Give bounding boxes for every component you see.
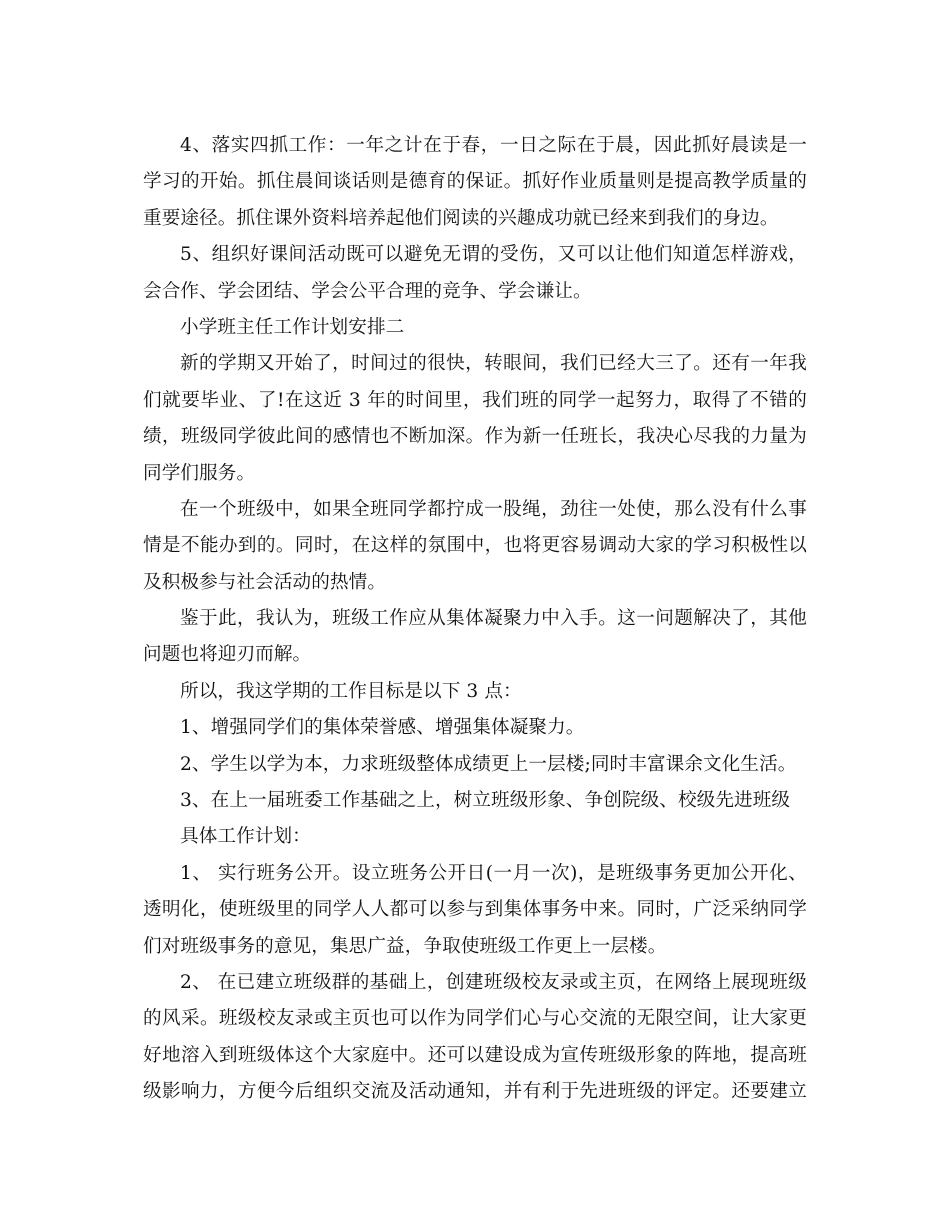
paragraph-line: 同学们服务。 (143, 462, 256, 484)
list-item: 3、在上一届班委工作基础之上，树立班级形象、争创院级、校级先进班级 (180, 790, 791, 812)
paragraph-line: 学习的开始。抓住晨间谈话则是德育的保证。抓好作业质量则是提高教学质量的 (143, 171, 807, 193)
section-heading: 具体工作计划： (180, 826, 311, 848)
section-heading: 小学班主任工作计划安排二 (180, 316, 405, 338)
list-item: 1、增强同学们的集体荣誉感、增强集体凝聚力。 (180, 717, 585, 739)
paragraph-line: 5、组织好课间活动既可以避免无谓的受伤，又可以让他们知道怎样游戏， (180, 244, 807, 266)
paragraph-line: 4、落实四抓工作：一年之计在于春，一日之际在于晨，因此抓好晨读是一 (180, 135, 807, 156)
paragraph-line: 绩，班级同学彼此间的感情也不断加深。作为新一任班长，我决心尽我的力量为 (143, 426, 807, 448)
paragraph-line: 问题也将迎刃而解。 (143, 644, 312, 666)
paragraph-line: 级影响力，方便今后组织交流及活动通知，并有利于先进班级的评定。还要建立 (143, 1081, 807, 1103)
paragraph-line: 会合作、学会团结、学会公平合理的竞争、学会谦让。 (143, 280, 592, 302)
paragraph-line: 2、 在已建立班级群的基础上，创建班级校友录或主页，在网络上展现班级 (180, 971, 807, 993)
list-item: 2、学生以学为本，力求班级整体成绩更上一层楼;同时丰富课余文化生活。 (180, 753, 797, 775)
paragraph-line: 好地溶入到班级体这个大家庭中。还可以建设成为宣传班级形象的阵地，提高班 (143, 1044, 807, 1066)
paragraph-line: 1、 实行班务公开。设立班务公开日(一月一次)，是班级事务更加公开化、 (180, 862, 807, 884)
paragraph-line: 透明化，使班级里的同学人人都可以参与到集体事务中来。同时，广泛采纳同学 (143, 899, 807, 921)
paragraph-line: 新的学期又开始了，时间过的很快，转眼间，我们已经大三了。还有一年我 (180, 353, 807, 375)
paragraph-line: 的风采。班级校友录或主页也可以作为同学们心与心交流的无限空间，让大家更 (143, 1008, 807, 1030)
paragraph-line: 们就要毕业、了!在这近 3 年的时间里，我们班的同学一起努力，取得了不错的 (143, 389, 807, 411)
paragraph-line: 情是不能办到的。同时，在这样的氛围中，也将更容易调动大家的学习积极性以 (143, 535, 807, 557)
paragraph-line: 在一个班级中，如果全班同学都拧成一股绳，劲往一处使，那么没有什么事 (180, 498, 807, 520)
paragraph-line: 重要途径。抓住课外资料培养起他们阅读的兴趣成功就已经来到我们的身边。 (143, 207, 779, 229)
paragraph-line: 及积极参与社会活动的热情。 (143, 571, 387, 593)
document-body (143, 128, 807, 1111)
paragraph-line: 们对班级事务的意见，集思广益，争取使班级工作更上一层楼。 (143, 935, 667, 957)
paragraph-line: 鉴于此，我认为，班级工作应从集体凝聚力中入手。这一问题解决了，其他 (180, 608, 807, 630)
paragraph-line: 所以，我这学期的工作目标是以下 3 点： (180, 680, 522, 702)
